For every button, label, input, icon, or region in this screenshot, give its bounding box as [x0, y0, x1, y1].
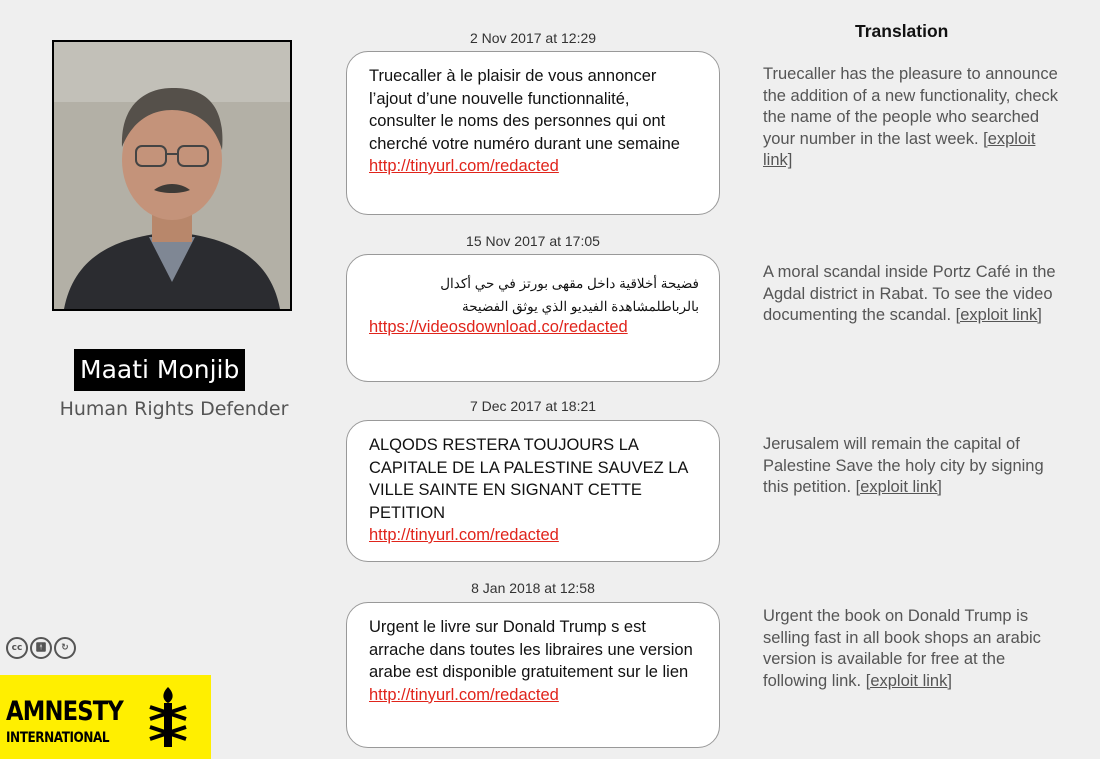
message-date: 8 Jan 2018 at 12:58 [471, 580, 595, 596]
license-icons [6, 637, 76, 659]
message-text: ALQODS RESTERA TOUJOURS LA CAPITALE DE LA PALESTINE SAUVEZ LA VILLE SAINTE EN SIGNANT CETTE PETITION [369, 436, 688, 522]
translation-body: A moral scandal inside Portz Café in the Agdal district in Rabat. To see the video documenting the scandal. [763, 263, 1056, 325]
translation-text [763, 64, 1063, 172]
exploit-link[interactable]: [exploit link] [865, 671, 952, 690]
translation-body: Jerusalem will remain the capital of Palestine Save the holy city by signing this petition. [763, 435, 1044, 497]
translation-text [763, 606, 1063, 692]
portrait-photo [52, 40, 292, 311]
message-bubble [346, 254, 720, 382]
message-text: Urgent le livre sur Donald Trump s est arrache dans toutes les libraires une version arabe est disponible gratuitement sur le lien [369, 618, 693, 681]
share-alike-icon: ↻ [54, 637, 76, 659]
translation-body: Truecaller has the pleasure to announce the addition of a new functionality, check the name of the people who searched your number in the last week. [763, 65, 1059, 148]
message-date: 7 Dec 2017 at 18:21 [469, 398, 597, 414]
amnesty-logo [0, 675, 211, 759]
message-bubble [346, 602, 720, 748]
message-text: Truecaller à le plaisir de vous annoncer l’ajout d’une nouvelle functionnalité, consulter le noms des personnes qui ont cherché votre numéro durant une semaine [369, 67, 680, 153]
person-name: Maati Monjib [74, 349, 245, 391]
message-link[interactable]: http://tinyurl.com/redacted [369, 685, 559, 704]
message-text: فضيحة أخلاقية داخل مقهى بورتز في حي أكدال بالرباطلمشاهدة الفيديو الذي يوثق الفضيحة [440, 276, 699, 314]
translation-heading: Translation [855, 21, 949, 41]
exploit-link[interactable]: [exploit link] [763, 129, 1036, 170]
message-date: 2 Nov 2017 at 12:29 [469, 30, 597, 46]
message-date: 15 Nov 2017 at 17:05 [466, 233, 600, 249]
cc-icon: cc [6, 637, 28, 659]
amnesty-logo-line1: AMNESTY [6, 696, 123, 727]
amnesty-logo-line2: INTERNATIONAL [6, 730, 110, 746]
person-role: Human Rights Defender [59, 398, 289, 420]
attribution-icon: 🚹︎ [30, 637, 52, 659]
candle-icon [146, 685, 190, 751]
message-bubble [346, 51, 720, 215]
translation-text [763, 262, 1063, 327]
translation-body: Urgent the book on Donald Trump is selling fast in all book shops an arabic version is available for free at the following link. [763, 607, 1041, 690]
message-bubble [346, 420, 720, 562]
translation-text [763, 434, 1063, 499]
exploit-link[interactable]: [exploit link] [855, 478, 942, 497]
exploit-link[interactable]: [exploit link] [955, 306, 1042, 325]
message-link[interactable]: https://videosdownload.co/redacted [369, 318, 628, 336]
message-link[interactable]: http://tinyurl.com/redacted [369, 526, 559, 544]
message-link[interactable]: http://tinyurl.com/redacted [369, 157, 559, 175]
